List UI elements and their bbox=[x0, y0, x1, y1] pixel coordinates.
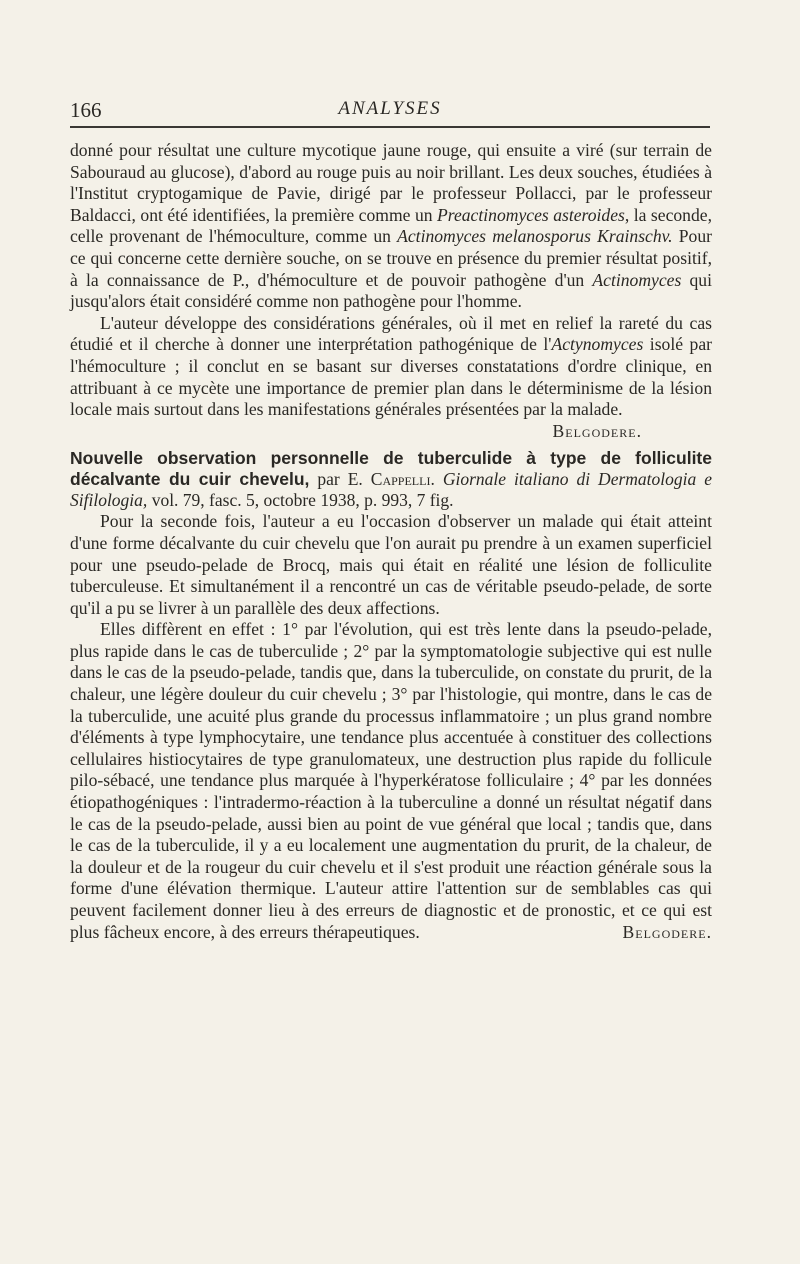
paragraph-1 bbox=[70, 140, 712, 313]
species-name: Preactinomyces asteroides bbox=[437, 204, 625, 225]
species-name: Actinomyces melanosporus Krainschv. bbox=[397, 226, 673, 247]
running-head: ANALYSES bbox=[338, 98, 442, 119]
paragraph-1-text: Pour ce qui concerne cette dernière souche, on se trouve en présence du premier résultat positif, à la connaissance de P., d'hémoculture et de pouvoir pathogène d'un bbox=[70, 226, 713, 290]
citation-sep: . bbox=[430, 469, 443, 490]
paragraph-4 bbox=[70, 619, 712, 943]
header-rule bbox=[70, 126, 710, 128]
paragraph-1-text: , la seconde, celle provenant de l'hémoculture, comme un bbox=[70, 204, 712, 247]
page-body bbox=[70, 140, 712, 943]
paragraph-1-text: qui jusqu'alors était considéré comme non pathogène pour l'homme. bbox=[70, 269, 712, 312]
citation-by: par E. bbox=[309, 469, 371, 490]
genus-name: Actinomyces bbox=[592, 269, 682, 290]
page-number: 166 bbox=[70, 98, 102, 122]
article-title bbox=[70, 448, 712, 511]
reviewer-signature: Belgodere. bbox=[552, 420, 642, 441]
paragraph-2 bbox=[70, 313, 712, 421]
paragraph-3: Pour la seconde fois, l'auteur a eu l'occasion d'observer un malade qui était atteint d'une forme décalvante du cuir chevelu que l'on aurait pu prendre à un examen superficiel pour une pseudo-pelade de Brocq, mais qui était en réalité une lésion de folliculite tuberculeuse. Et simultanément il a rencontré un cas de véritable pseudo-pelade, de sorte qu'il a pu se livrer à un parallèle des deux affections. bbox=[70, 511, 712, 618]
paragraph-2-text: isolé par l'hémoculture ; il conclut en se basant sur diverses constatations d'ordre clinique, en attribuant à ce mycète une importance de premier plan dans le déterminisme de la lésion locale mais surtout dans les manifestations générales présentées par la malade. bbox=[70, 334, 712, 420]
paragraph-4-text: Elles diffèrent en effet : 1° par l'évolution, qui est très lente dans la pseudo-pelade, plus rapide dans le cas de tuberculide ; 2° par la symptomatologie subjective qui est nulle dans le cas de la pseudo-pelade, tandis que, dans la tuberculide, on constate du prurit, de la chaleur, une légère douleur du cuir chevelu ; 3° par l'histologie, qui montre, dans le cas de la tuberculide, une acuité plus grande du processus inflammatoire ; un plus grand nombre d'éléments à type lymphocytaire, une tendance plus accentuée à constituer des collections cellulaires histiocytaires de type granulomateux, une destruction plus rapide du follicule pilo-sébacé, une tendance plus marquée à l'hyperkératose folliculaire ; 4° par les données étiopathogéniques : l'intradermo-réaction à la tuberculine a donné un résultat négatif dans le cas de la pseudo-pelade, aussi bien au point de vue général que local ; tandis que, dans le cas de la tuberculide, il y a eu localement une augmentation du prurit, de la chaleur, de la douleur et de la rougeur du cuir chevelu et il s'est produit une réaction générale sous la forme d'une élévation thermique. L'auteur attire l'attention sur de semblables cas qui peuvent facilement donner lieu à des erreurs de diagnostic et de pronostic, et ce qui est plus fâcheux encore, à des erreurs thérapeutiques. bbox=[70, 619, 712, 942]
citation-journal: Giornale italiano di Dermatologia e Sifilologia, bbox=[70, 469, 712, 511]
page-header bbox=[70, 94, 710, 128]
paragraph-2-text: L'auteur développe des considérations générales, où il met en relief la rareté du cas étudié et il cherche à donner une interprétation pathogénique de l' bbox=[70, 312, 712, 355]
reviewer-signature: Belgodere. bbox=[622, 921, 712, 942]
paragraph-1-text: donné pour résultat une culture mycotique jaune rouge, qui ensuite a viré (sur terrain de Sabouraud au glucose), d'abord au rouge puis au noir brillant. Les deux souches, étudiées à l'Institut cryptogamique de Pavie, dirigé par le professeur Pollacci, par le professeur Baldacci, ont été identifiées, la première comme un bbox=[70, 140, 712, 225]
citation-author: Cappelli bbox=[370, 469, 431, 490]
citation-details: vol. 79, fasc. 5, octobre 1938, p. 993, 7 fig. bbox=[147, 490, 454, 511]
genus-name: Actynomyces bbox=[551, 334, 644, 355]
article-title-text: Nouvelle observation personnelle de tuberculide à type de folliculite décalvante du cuir chevelu, bbox=[70, 448, 712, 490]
